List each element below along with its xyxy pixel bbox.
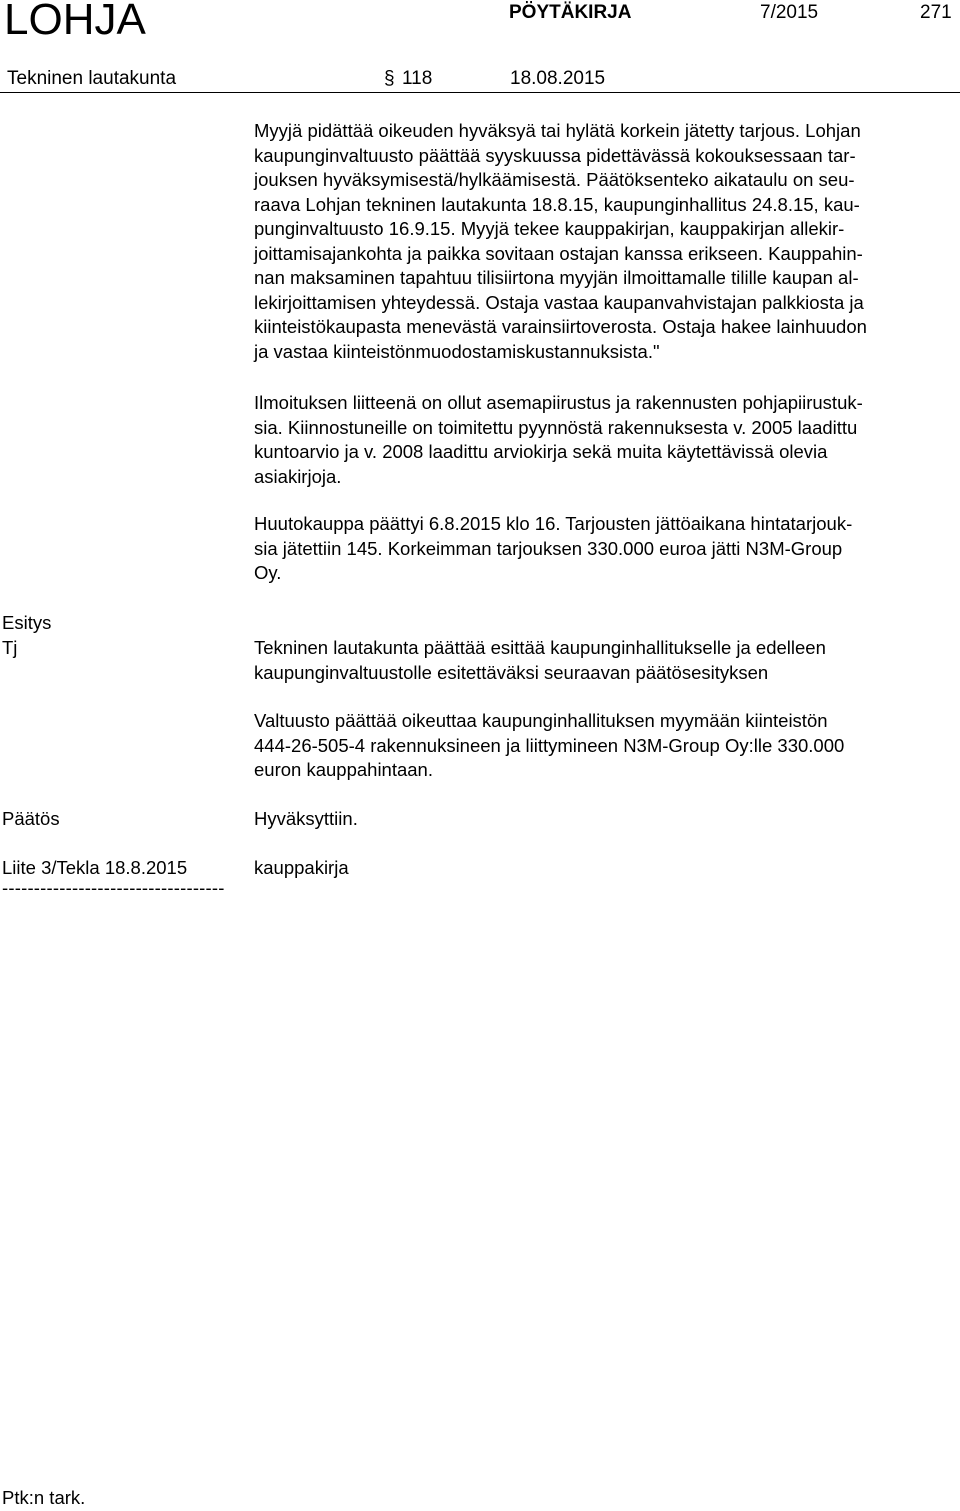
text-line: kiinteistökaupasta menevästä varainsiirtoverosta. Ostaja hakee lainhuudon: [254, 316, 867, 337]
esitys-label: Esitys: [2, 612, 52, 633]
text-line: kauppakirja: [254, 857, 349, 878]
tj-label: Tj: [2, 637, 18, 658]
text-line: ja vastaa kiinteistönmuodostamiskustannuksista.": [254, 340, 660, 362]
text-line: lekirjoittamisen yhteydessä. Ostaja vastaa kaupanvahvistajan palkkiosta ja: [254, 291, 864, 313]
attachment-label: Liite 3/Tekla 18.8.2015: [2, 857, 188, 878]
page-number: 271: [920, 2, 952, 23]
text-line: jouksen hyväksymisestä/hylkäämisestä. Päätöksenteko aikataulu on seu-: [254, 169, 855, 190]
paragraph-auction: [254, 512, 958, 586]
text-line: nan maksaminen tapahtuu tilisiirtona myyjän ilmoittamalle tilille kaupan al-: [254, 267, 859, 288]
text-line: sia. Kiinnostuneille on toimitettu pyynnöstä rakennuksesta v. 2005 laadittu: [254, 416, 858, 438]
header-divider: [0, 92, 960, 93]
text-line: sia jätettiin 145. Korkeimman tarjouksen 330.000 euroa jätti N3M-Group: [254, 537, 843, 559]
text-line: euron kauppahintaan.: [254, 759, 433, 780]
meeting-date: 18.08.2015: [510, 68, 606, 89]
paatos-text: [254, 807, 958, 832]
text-line: 444-26-505-4 rakennuksineen ja liittymineen N3M-Group Oy:lle 330.000: [254, 734, 845, 756]
paatos-label: Päätös: [2, 808, 60, 829]
text-line: Tekninen lautakunta päättää esittää kaupunginhallitukselle ja edelleen: [254, 637, 826, 658]
paragraph-proposal: [254, 636, 958, 685]
section-symbol: §: [384, 68, 395, 89]
text-line: punginvaltuusto 16.9.15. Myyjä tekee kauppakirjan, kauppakirjan allekir-: [254, 218, 845, 239]
text-line: joittamisajankohta ja paikka sovitaan ostajan kanssa erikseen. Kauppahin-: [254, 242, 863, 264]
document-number: 7/2015: [760, 2, 819, 23]
text-line: Valtuusto päättää oikeuttaa kaupunginhallituksen myymään kiinteistön: [254, 710, 828, 731]
text-line: Huutokauppa päättyi 6.8.2015 klo 16. Tarjousten jättöaikana hintatarjouk-: [254, 513, 853, 534]
minutes-checked-label: Ptk:n tark.: [2, 1487, 86, 1508]
text-line: Hyväksyttiin.: [254, 808, 358, 829]
text-line: raava Lohjan tekninen lautakunta 18.8.15, kaupunginhallitus 24.8.15, kau-: [254, 193, 860, 215]
text-line: kaupunginvaltuusto päättää syyskuussa pidettävässä kokouksessaan tar-: [254, 144, 856, 166]
dashed-separator: -----------------------------------: [2, 877, 225, 898]
lohja-logo: LOHJA: [4, 0, 146, 44]
committee-name: Tekninen lautakunta: [7, 68, 177, 89]
section-number: 118: [402, 68, 433, 89]
text-line: Oy.: [254, 562, 282, 583]
text-line: asiakirjoja.: [254, 465, 342, 487]
text-line: Ilmoituksen liitteenä on ollut asemapiirustus ja rakennusten pohjapiirustuk-: [254, 392, 863, 413]
paragraph-terms: [254, 119, 958, 364]
text-line: Myyjä pidättää oikeuden hyväksyä tai hylätä korkein jätetty tarjous. Lohjan: [254, 120, 861, 141]
attachment-name: [254, 856, 958, 881]
paragraph-decision-proposal: [254, 709, 958, 783]
text-line: kaupunginvaltuustolle esitettäväksi seuraavan päätösesityksen: [254, 661, 769, 683]
text-line: kuntoarvio ja v. 2008 laadittu arviokirja sekä muita käytettävissä olevia: [254, 441, 828, 462]
paragraph-attachments: [254, 391, 958, 489]
document-type: PÖYTÄKIRJA: [509, 2, 632, 23]
